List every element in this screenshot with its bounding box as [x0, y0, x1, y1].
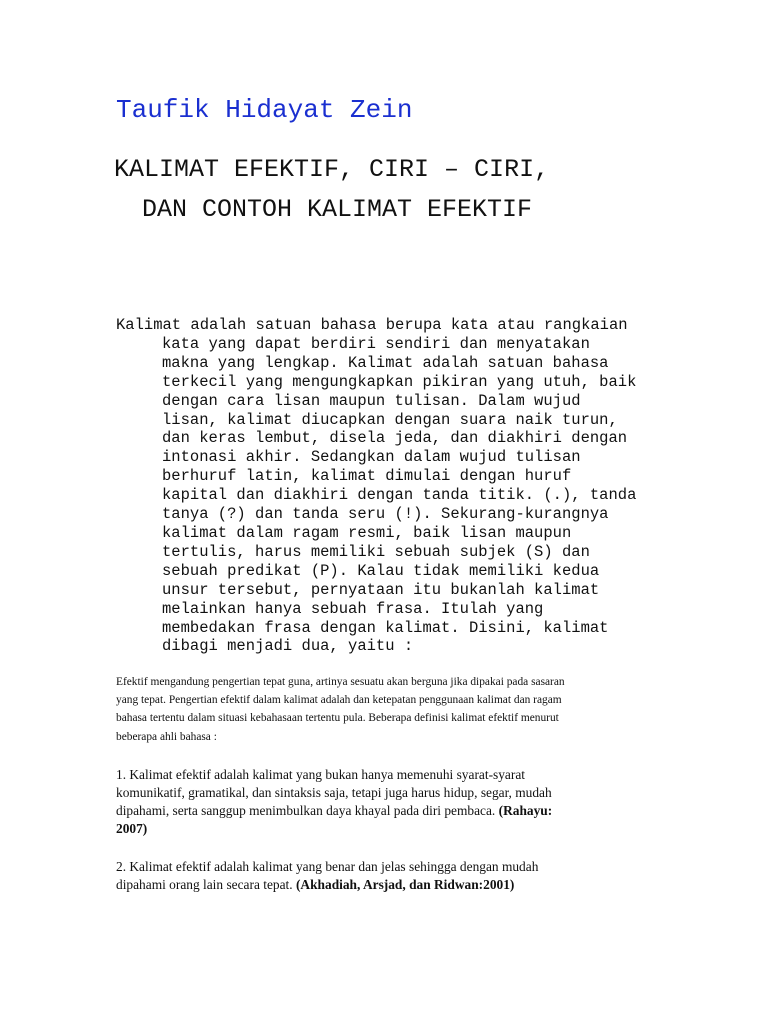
citation: 2007)	[116, 821, 148, 836]
title-line-1: KALIMAT EFEKTIF, CIRI – CIRI,	[114, 155, 550, 184]
intro-line: intonasi akhir. Sedangkan dalam wujud tulisan	[162, 448, 581, 467]
intro-line: tanya (?) dan tanda seru (!). Sekurang-kurangnya	[162, 505, 609, 524]
intro-line: kapital dan diakhiri dengan tanda titik. (.), tanda	[162, 486, 637, 505]
citation: (Rahayu:	[498, 803, 553, 818]
efektif-line: yang tepat. Pengertian efektif dalam kalimat adalah dan ketepatan penggunaan kalimat dan ragam	[116, 694, 562, 707]
intro-line: membedakan frasa dengan kalimat. Disini, kalimat	[162, 618, 609, 637]
definition-line	[116, 876, 636, 894]
definition-line: komunikatif, gramatikal, dan sintaksis saja, tetapi juga harus hidup, segar, mudah	[116, 785, 552, 800]
definition-line	[116, 802, 636, 820]
intro-line: makna yang lengkap. Kalimat adalah satuan bahasa	[162, 353, 609, 372]
intro-line: dengan cara lisan maupun tulisan. Dalam wujud	[162, 391, 581, 410]
efektif-line: beberapa ahli bahasa :	[116, 730, 217, 743]
efektif-line: Efektif mengandung pengertian tepat guna, artinya sesuatu akan berguna jika dipakai pada sasaran	[116, 676, 565, 688]
intro-line: berhuruf latin, kalimat dimulai dengan huruf	[162, 467, 572, 486]
intro-line: lisan, kalimat diucapkan dengan suara naik turun,	[162, 410, 618, 429]
intro-line: tertulis, harus memiliki sebuah subjek (S) dan	[162, 542, 590, 561]
definition-text: dipahami orang lain secara tepat.	[116, 877, 293, 892]
title-line-2: DAN CONTOH KALIMAT EFEKTIF	[142, 195, 533, 224]
document-title	[114, 150, 549, 230]
intro-line: kata yang dapat berdiri sendiri dan menyatakan	[162, 334, 590, 353]
intro-line: unsur tersebut, pernyataan itu bukanlah kalimat	[162, 580, 600, 599]
intro-line: kalimat dalam ragam resmi, baik lisan maupun	[162, 523, 572, 542]
intro-line: Kalimat adalah satuan bahasa berupa kata atau rangkaian	[116, 316, 628, 334]
definition-line: 1. Kalimat efektif adalah kalimat yang bukan hanya memenuhi syarat-syarat	[116, 767, 526, 782]
intro-line: melainkan hanya sebuah frasa. Itulah yang	[162, 599, 544, 618]
efektif-paragraph	[116, 673, 656, 746]
citation: (Akhadiah, Arsjad, dan Ridwan:2001)	[295, 877, 515, 892]
author-name: Taufik Hidayat Zein	[116, 95, 413, 125]
definition-2	[116, 858, 636, 894]
intro-line: sebuah predikat (P). Kalau tidak memiliki kedua	[162, 561, 600, 580]
definition-line: 2. Kalimat efektif adalah kalimat yang benar dan jelas sehingga dengan mudah	[116, 859, 539, 874]
intro-paragraph	[116, 316, 676, 656]
intro-line: dan keras lembut, disela jeda, dan diakhiri dengan	[162, 429, 628, 448]
definition-line	[116, 820, 636, 838]
intro-line: dibagi menjadi dua, yaitu :	[162, 637, 414, 656]
definition-text: dipahami, serta sanggup menimbulkan daya khayal pada diri pembaca.	[116, 803, 496, 818]
efektif-line: bahasa tertentu dalam situasi kebahasaan tertentu pula. Beberapa definisi kalimat efektif menurut	[116, 712, 559, 725]
definition-1	[116, 766, 636, 838]
intro-line: terkecil yang mengungkapkan pikiran yang utuh, baik	[162, 372, 637, 391]
